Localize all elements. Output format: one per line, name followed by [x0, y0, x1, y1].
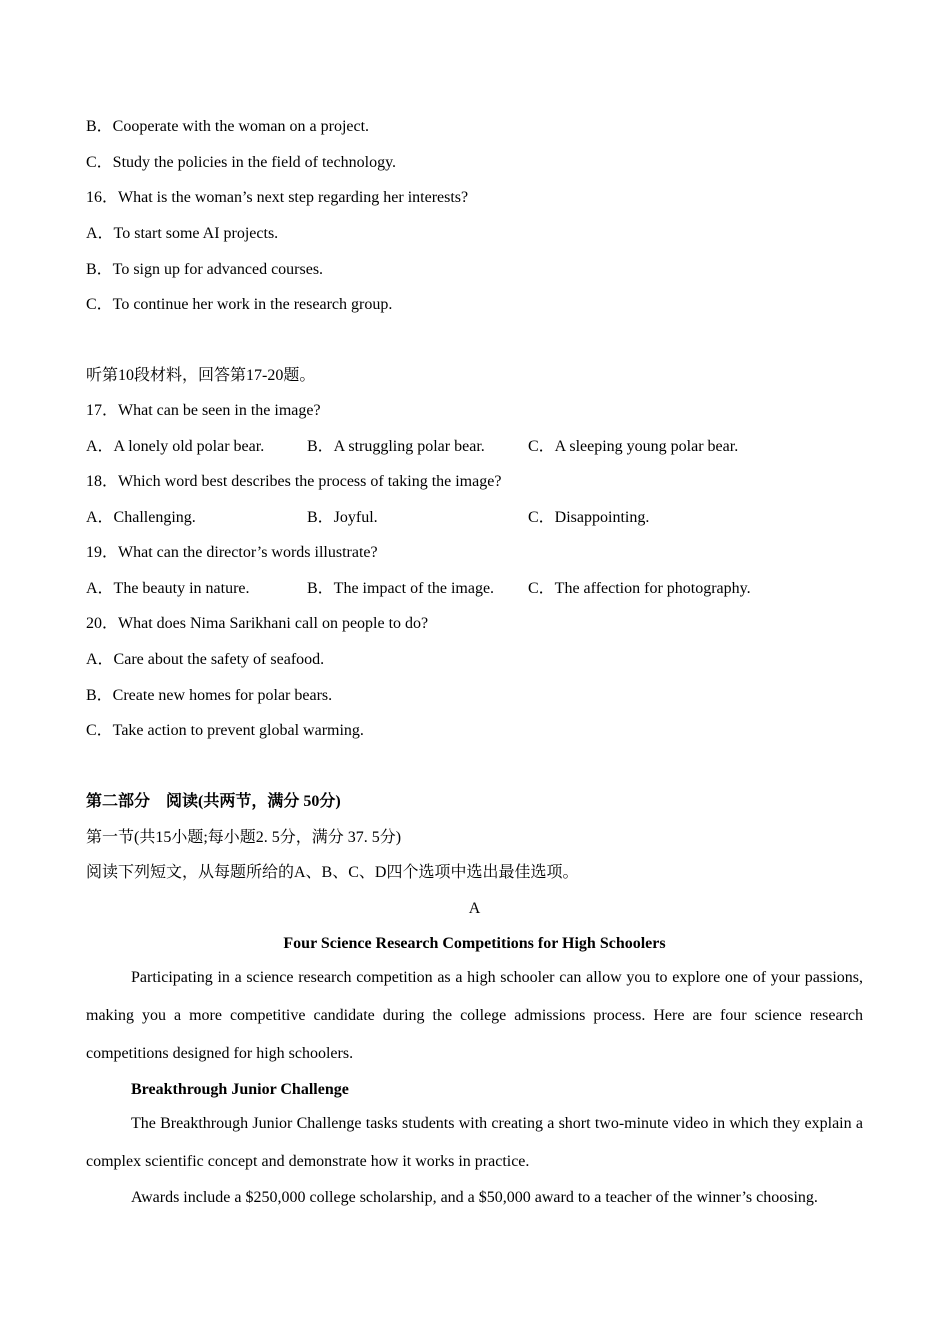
- q19-option-c: C．The affection for photography.: [528, 580, 751, 597]
- q18-question: 18．Which word best describes the process of taking the image?: [86, 473, 502, 490]
- part2-heading: 第二部分 阅读(共两节，满分 50分): [86, 793, 341, 810]
- passage-title: Four Science Research Competitions for High Schoolers: [283, 935, 666, 952]
- q20-option-c: C．Take action to prevent global warming.: [86, 722, 364, 739]
- q17-option-c: C．A sleeping young polar bear.: [528, 438, 739, 455]
- q16-option-b: B．To sign up for advanced courses.: [86, 261, 324, 278]
- section10-instruction: 听第10段材料，回答第17-20题。: [86, 367, 316, 384]
- q19-option-b: B．The impact of the image.: [307, 580, 495, 597]
- reading-instruction: 阅读下列短文，从每题所给的A、B、C、D四个选项中选出最佳选项。: [86, 864, 579, 881]
- q18-option-a: A．Challenging.: [86, 509, 196, 526]
- q19-option-a: A．The beauty in nature.: [86, 580, 250, 597]
- passage-paragraph-2: Awards include a $250,000 college scholarship, and a $50,000 award to a teacher of the winner’s choosing.: [131, 1189, 818, 1206]
- q16-question: 16．What is the woman’s next step regarding her interests?: [86, 189, 469, 206]
- passage-intro-paragraph: Participating in a science research competition as a high schooler can allow you to explore one of your passions, making you a more competitive candidate during the college admissions process. Here are four science research competitions designed for high schoolers.: [86, 969, 863, 1062]
- q20-question: 20．What does Nima Sarikhani call on people to do?: [86, 615, 429, 632]
- q16-option-a: A．To start some AI projects.: [86, 225, 279, 242]
- passage-paragraph-1: The Breakthrough Junior Challenge tasks students with creating a short two-minute video in which they explain a complex scientific concept and demonstrate how it works in practice.: [86, 1115, 863, 1170]
- q20-option-b: B．Create new homes for polar bears.: [86, 687, 333, 704]
- section1-heading: 第一节(共15小题;每小题2. 5分，满分 37. 5分): [86, 829, 402, 846]
- q17-option-b: B．A struggling polar bear.: [307, 438, 485, 455]
- q16-option-c: C．To continue her work in the research group.: [86, 296, 393, 313]
- q17-question: 17．What can be seen in the image?: [86, 402, 321, 419]
- q18-option-b: B．Joyful.: [307, 509, 378, 526]
- q17-option-a: A．A lonely old polar bear.: [86, 438, 265, 455]
- q19-question: 19．What can the director’s words illustrate?: [86, 544, 378, 561]
- q15-option-b: B．Cooperate with the woman on a project.: [86, 118, 370, 135]
- q20-option-a: A．Care about the safety of seafood.: [86, 651, 325, 668]
- passage-letter: A: [468, 900, 481, 917]
- passage-subheading: Breakthrough Junior Challenge: [131, 1081, 349, 1098]
- q15-option-c: C．Study the policies in the field of technology.: [86, 154, 397, 171]
- q18-option-c: C．Disappointing.: [528, 509, 650, 526]
